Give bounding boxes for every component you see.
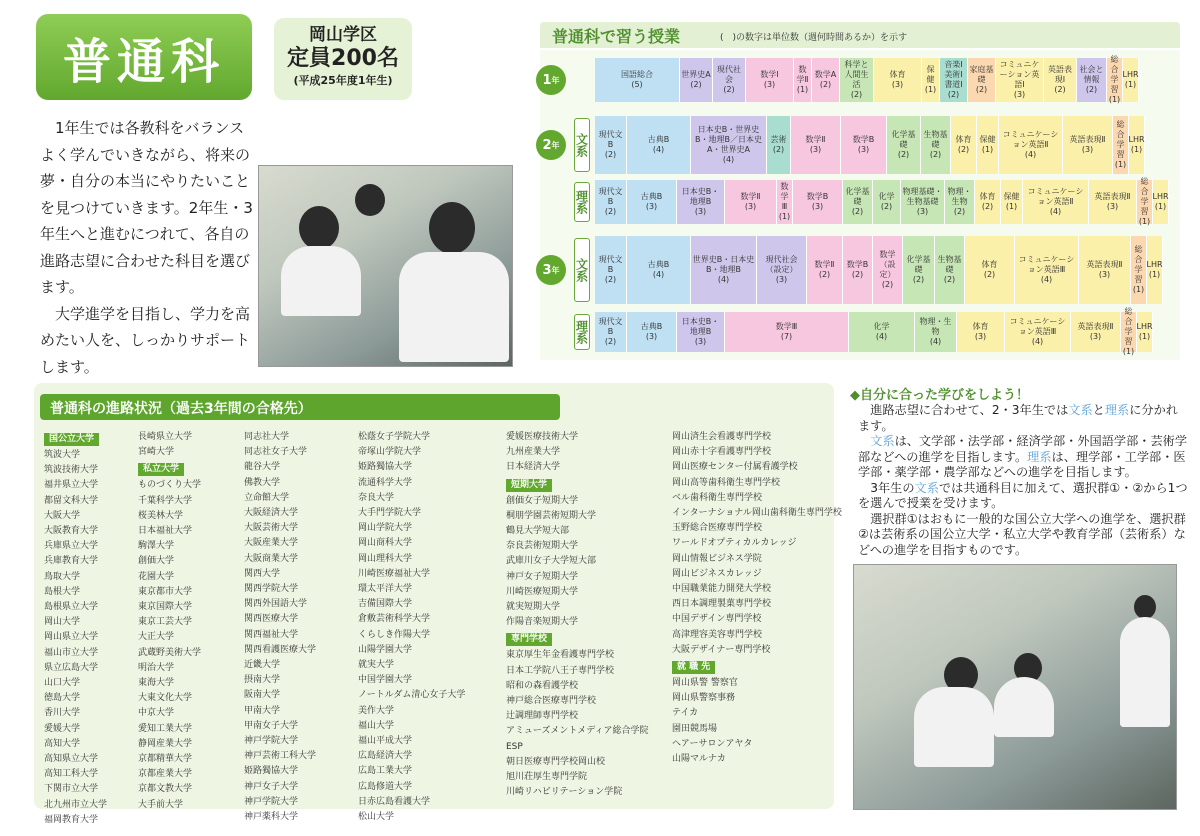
- school-name: 昭和の森看護学校: [506, 680, 579, 691]
- subject-cell: 総合学習 (1): [1113, 116, 1129, 174]
- school-name: 神戸学院大学: [244, 736, 299, 747]
- school-name: テイカ: [672, 708, 699, 719]
- subject-cell: 保健 (1): [1001, 180, 1023, 224]
- school-name: 岡山医療センター付属看護学校: [672, 462, 798, 473]
- subject-cell: 生物基礎 (2): [935, 236, 965, 304]
- subject-cell: 家庭基礎 (2): [968, 58, 996, 102]
- school-name: 岡山県警 警察官: [672, 678, 738, 689]
- school-name: 園田競馬場: [672, 723, 718, 734]
- grade-badge: 1 年: [536, 65, 566, 95]
- school-name: 関西大学: [244, 568, 281, 579]
- results-column: [44, 430, 107, 828]
- subject-cell: 数学Ⅱ (3): [725, 180, 777, 224]
- school-name: 朝日医療専門学校岡山校: [506, 756, 606, 767]
- school-name: 奈良大学: [358, 492, 395, 503]
- subject-cell: コミュニケーション英語Ⅱ (4): [1023, 180, 1089, 224]
- school-name: 環太平洋大学: [358, 584, 413, 595]
- school-name: ワールドオプティカルカレッジ: [672, 538, 797, 549]
- subject-cell: 総合学習 (1): [1131, 236, 1147, 304]
- school-name: 創価女子短期大学: [506, 495, 579, 506]
- school-name: 倉敷芸術科学大学: [358, 614, 431, 625]
- school-name: 岡山大学: [44, 617, 81, 628]
- school-name: 愛媛医療技術大学: [506, 432, 579, 442]
- school-name: 桜美林大学: [138, 510, 184, 521]
- school-name: 高知大学: [44, 738, 81, 749]
- school-name: 同志社女子大学: [244, 447, 308, 458]
- track-label: 文系: [574, 238, 590, 302]
- school-name: 日本福祉大学: [138, 526, 193, 537]
- school-name: 九州産業大学: [506, 447, 561, 458]
- subject-cell: コミュニケーション英語Ⅲ (4): [1005, 312, 1071, 352]
- school-name: 福山大学: [358, 720, 395, 731]
- school-name: 玉野総合医療専門学校: [672, 523, 763, 534]
- school-name: 静岡産業大学: [138, 738, 193, 749]
- subject-cell: 数学B (3): [793, 180, 843, 224]
- results-column: [672, 430, 842, 767]
- schedule-note: ( )の数字は単位数（週何時間あるか）を示す: [720, 33, 908, 43]
- school-name: 徳島大学: [44, 693, 81, 704]
- choose-paragraph-2: 文系は、文学部・法学部・経済学部・外国語学部・芸術学部などへの進学を目指します。理系は、理学部・工学部・医学部・薬学部・農学部などへの進学を目指します。: [858, 434, 1188, 479]
- school-name: 神戸女子大学: [244, 781, 299, 792]
- school-name: 川崎医療短期大学: [506, 586, 579, 597]
- school-name: 明治大学: [138, 662, 175, 673]
- school-name: 立命館大学: [244, 492, 290, 503]
- subject-cell: 数学A (2): [812, 58, 840, 102]
- school-name: 西日本調理製菓専門学校: [672, 599, 772, 610]
- school-name: 大手門学院大学: [358, 508, 422, 519]
- school-name: 高津理容美容専門学校: [672, 629, 763, 640]
- subject-cell: 化学 (4): [849, 312, 915, 352]
- school-name: 愛媛大学: [44, 723, 81, 734]
- school-name: 広島経済大学: [358, 751, 413, 762]
- subject-cell: 現代文B (2): [595, 180, 627, 224]
- school-name: 日本工学院八王子専門学校: [506, 665, 615, 676]
- subject-cell: 日本史B・世界史B・地理B／日本史A・世界史A (4): [691, 116, 767, 174]
- subject-cell: 現代社会 (2): [713, 58, 746, 102]
- school-name: 京都文教大学: [138, 784, 193, 795]
- subject-cell: 数学B (3): [841, 116, 887, 174]
- category-label: 専門学校: [506, 633, 552, 646]
- subject-cell: 体育 (2): [975, 180, 1001, 224]
- subject-cell: 数学B (2): [843, 236, 873, 304]
- school-name: 流通科学大学: [358, 477, 413, 488]
- school-name: 島根大学: [44, 586, 81, 597]
- school-name: 広島工業大学: [358, 766, 413, 777]
- school-name: 奈良芸術短期大学: [506, 541, 579, 552]
- category-label: 国公立大学: [44, 433, 99, 446]
- school-name: 関西医療大学: [244, 614, 299, 625]
- school-name: 駒澤大学: [138, 541, 175, 552]
- results-column: [506, 430, 649, 800]
- intro-paragraph-2: 大学進学を目指し、学力を高めたい人を、しっかりサポートします。: [40, 304, 251, 376]
- subject-cell: 古典B (3): [627, 180, 677, 224]
- school-name: 北九州市立大学: [44, 799, 108, 810]
- subject-cell: 数学Ⅲ (7): [725, 312, 849, 352]
- subject-cell: 体育 (2): [965, 236, 1015, 304]
- school-name: 筑波技術大学: [44, 465, 99, 476]
- school-name: 山陽マルナカ: [672, 754, 726, 765]
- school-name: アミューズメントメディア総合学院: [506, 726, 649, 737]
- subject-cell: 現代文B (2): [595, 116, 627, 174]
- subject-cell: 物理・生物 (2): [945, 180, 975, 224]
- subject-cell: LHR (1): [1137, 312, 1153, 352]
- schedule-title: 普通科で習う授業: [552, 27, 681, 46]
- school-name: 愛知工業大学: [138, 723, 193, 734]
- school-name: 岡山情報ビジネス学院: [672, 553, 762, 564]
- school-name: 吉備国際大学: [358, 599, 413, 610]
- school-name: 東京都市大学: [138, 586, 193, 597]
- choose-paragraph-1: 進路志望に合わせて、2・3年生では文系と理系に分かれます。: [858, 403, 1178, 433]
- school-name: 中国学園大学: [358, 675, 413, 686]
- capacity-quota: 定員200名: [287, 46, 399, 71]
- school-name: 岡山商科大学: [358, 538, 413, 549]
- school-name: 長崎県立大学: [138, 432, 193, 442]
- subject-cell: コミュニケーション英語Ⅰ (3): [996, 58, 1044, 102]
- school-name: 大阪商業大学: [244, 553, 299, 564]
- school-name: 龍谷大学: [244, 462, 281, 473]
- subject-cell: LHR (1): [1129, 116, 1145, 174]
- school-name: 武庫川女子大学短大部: [506, 556, 597, 567]
- school-name: 作陽音楽短期大学: [506, 617, 579, 628]
- subject-cell: 日本史B・地理B (3): [677, 312, 725, 352]
- school-name: 姫路獨協大学: [244, 766, 299, 777]
- subject-cell: 芸術 (2): [767, 116, 791, 174]
- school-name: 京都精華大学: [138, 754, 193, 765]
- school-name: ヘアーサロンアヤタ: [672, 738, 753, 749]
- subject-cell: 現代文B (2): [595, 236, 627, 304]
- page-title: 普通科: [36, 14, 252, 100]
- subject-cell: 数学Ⅱ (2): [807, 236, 843, 304]
- school-name: 川崎リハビリテーション学院: [506, 787, 623, 798]
- track-label: 理系: [574, 314, 590, 350]
- school-name: 下関市立大学: [44, 784, 99, 795]
- school-name: 神戸薬科大学: [244, 812, 299, 823]
- subject-cell: 英語表現Ⅱ (3): [1071, 312, 1121, 352]
- subject-cell: コミュニケーション英語Ⅲ (4): [1015, 236, 1079, 304]
- school-name: 就実大学: [358, 660, 395, 671]
- subject-cell: 古典B (4): [627, 236, 691, 304]
- results-column: [244, 430, 316, 825]
- subject-cell: 英語表現Ⅱ (3): [1089, 180, 1137, 224]
- classroom-photo-teacher: [853, 564, 1177, 810]
- school-name: 福山市立大学: [44, 647, 99, 658]
- school-name: 岡山済生会看護専門学校: [672, 432, 772, 442]
- school-name: 広島修道大学: [358, 781, 413, 792]
- school-name: 中国職業能力開発大学校: [672, 584, 772, 595]
- results-column: [138, 430, 201, 813]
- school-name: 県立広島大学: [44, 662, 99, 673]
- school-name: 近畿大学: [244, 660, 281, 671]
- school-name: 福山平成大学: [358, 736, 413, 747]
- subject-cell: 保健 (1): [977, 116, 999, 174]
- school-name: 就実短期大学: [506, 602, 561, 613]
- school-name: 日赤広島看護大学: [358, 796, 431, 807]
- results-title: 普通科の進路状況（過去3年間の合格先）: [40, 394, 560, 420]
- track-label: 理系: [574, 182, 590, 222]
- subject-cell: 世界史A (2): [680, 58, 713, 102]
- school-name: 川崎医療福祉大学: [358, 568, 431, 579]
- school-name: 大阪デザイナー専門学校: [672, 644, 771, 655]
- school-name: 山陽学園大学: [358, 644, 413, 655]
- school-name: 千葉科学大学: [138, 495, 193, 506]
- school-name: 大手前大学: [138, 799, 184, 810]
- choose-title: ◆自分に合った学びをしよう！: [850, 388, 1029, 403]
- subject-cell: 総合学習 (1): [1121, 312, 1137, 352]
- school-name: 神戸学院大学: [244, 796, 299, 807]
- school-name: 神戸総合医療専門学校: [506, 696, 597, 707]
- subject-cell: 物理基礎・生物基礎 (3): [901, 180, 945, 224]
- school-name: 京都産業大学: [138, 769, 193, 780]
- intro-paragraph-1: 1年生では各教科をバランスよく学んでいきながら、将来の夢・自分の本当にやりたいことを見つけていきます。2年生・3年生へと進むにつれて、各自の進路志望に合わせた科目を選びます。: [40, 119, 253, 296]
- school-name: 関西福祉大学: [244, 629, 299, 640]
- school-name: 高知工科大学: [44, 769, 99, 780]
- school-name: 松山大学: [358, 812, 395, 823]
- subject-cell: 保健 (1): [922, 58, 940, 102]
- school-name: 美作大学: [358, 705, 395, 716]
- school-name: 武蔵野美術大学: [138, 647, 202, 658]
- subject-cell: 世界史B・日本史B・地理B (4): [691, 236, 757, 304]
- subject-cell: 古典B (4): [627, 116, 691, 174]
- school-name: 大阪大学: [44, 510, 81, 521]
- school-name: 都留文科大学: [44, 495, 99, 506]
- subject-cell: 生物基礎 (2): [921, 116, 951, 174]
- category-label: 就 職 先: [672, 661, 715, 674]
- school-name: 大阪産業大学: [244, 538, 299, 549]
- grade-badge: 2 年: [536, 130, 566, 160]
- school-name: 辻調理師専門学校: [506, 711, 579, 722]
- school-name: 東京国際大学: [138, 602, 193, 613]
- choose-paragraph-3: 3年生の文系では共通科目に加えて、選択群①・②から1つを選んで授業を受けます。: [858, 480, 1188, 510]
- school-name: 関西看護医療大学: [244, 644, 317, 655]
- school-name: 福岡教育大学: [44, 814, 99, 825]
- subject-cell: 英語表現Ⅱ (3): [1063, 116, 1113, 174]
- school-name: ノートルダム清心女子大学: [358, 690, 466, 701]
- school-name: 島根県立大学: [44, 602, 99, 613]
- subject-cell: 総合学習 (1): [1137, 180, 1153, 224]
- schedule-table: [540, 50, 1180, 360]
- subject-cell: 数学Ⅰ (3): [746, 58, 794, 102]
- subject-cell: 数学Ⅲ (1): [777, 180, 793, 224]
- school-name: 鶴見大学短大部: [506, 526, 570, 537]
- school-name: ものづくり大学: [138, 480, 202, 491]
- subject-cell: LHR (1): [1123, 58, 1139, 102]
- subject-cell: 総合学習 (1): [1107, 58, 1123, 102]
- subject-cell: 化学基礎 (2): [843, 180, 873, 224]
- choose-body: [858, 403, 1188, 558]
- school-name: 岡山県立大学: [44, 632, 99, 643]
- school-name: 東京工芸大学: [138, 617, 193, 628]
- subject-cell: 化学基礎 (2): [903, 236, 935, 304]
- school-name: 旭川荘厚生専門学院: [506, 772, 588, 783]
- intro-text: [40, 115, 258, 380]
- subject-cell: LHR (1): [1153, 180, 1169, 224]
- school-name: 阪南大学: [244, 690, 281, 701]
- school-name: ESP: [506, 741, 523, 752]
- school-name: 帝塚山学院大学: [358, 447, 422, 458]
- school-name: 山口大学: [44, 678, 81, 689]
- subject-cell: 英語表現Ⅰ (2): [1044, 58, 1077, 102]
- subject-cell: 社会と情報 (2): [1077, 58, 1107, 102]
- subject-cell: 英語表現Ⅱ (3): [1079, 236, 1131, 304]
- school-name: 関西学院大学: [244, 584, 299, 595]
- school-name: インターナショナル岡山歯科衛生専門学校: [672, 508, 842, 519]
- school-name: 摂南大学: [244, 675, 281, 686]
- subject-cell: 現代文B (2): [595, 312, 627, 352]
- school-name: 神戸女子短期大学: [506, 571, 579, 582]
- school-name: 東海大学: [138, 678, 175, 689]
- grade-badge: 3 年: [536, 255, 566, 285]
- subject-cell: 体育 (2): [951, 116, 977, 174]
- school-name: 大正大学: [138, 632, 175, 643]
- school-name: 高知県立大学: [44, 754, 99, 765]
- subject-cell: 科学と人間生活 (2): [840, 58, 874, 102]
- school-name: 甲南大学: [244, 705, 281, 716]
- school-name: 岡山理科大学: [358, 553, 413, 564]
- subject-cell: 数学Ⅱ (1): [794, 58, 812, 102]
- results-column: [358, 430, 465, 825]
- school-name: 岡山高等歯科衛生専門学校: [672, 477, 781, 488]
- subject-cell: 国語総合 (5): [595, 58, 680, 102]
- school-name: 兵庫教育大学: [44, 556, 99, 567]
- subject-cell: 数学（設定） (2): [873, 236, 903, 304]
- school-name: 大阪芸術大学: [244, 523, 299, 534]
- subject-cell: 日本史B・地理B (3): [677, 180, 725, 224]
- school-name: 創価大学: [138, 556, 175, 567]
- school-name: 関西外国語大学: [244, 599, 308, 610]
- school-name: 大阪教育大学: [44, 526, 99, 537]
- school-name: ベル歯科衛生専門学校: [672, 492, 763, 503]
- subject-cell: 体育 (3): [957, 312, 1005, 352]
- school-name: 鳥取大学: [44, 571, 81, 582]
- school-name: 大阪経済大学: [244, 508, 299, 519]
- school-name: 甲南女子大学: [244, 720, 299, 731]
- capacity-year: (平成25年度1年生): [293, 74, 393, 87]
- school-name: 中国デザイン専門学校: [672, 614, 762, 625]
- subject-cell: 数学Ⅱ (3): [791, 116, 841, 174]
- subject-cell: コミュニケーション英語Ⅱ (4): [999, 116, 1063, 174]
- school-name: 花園大学: [138, 571, 175, 582]
- capacity-area: 岡山学区: [309, 25, 377, 45]
- school-name: 松蔭女子学院大学: [358, 432, 431, 442]
- track-label: 文系: [574, 118, 590, 172]
- school-name: 大東文化大学: [138, 693, 193, 704]
- school-name: 神戸芸術工科大学: [244, 751, 317, 762]
- subject-cell: 現代社会（設定） (3): [757, 236, 807, 304]
- school-name: くらしき作陽大学: [358, 629, 431, 640]
- category-label: 短期大学: [506, 479, 552, 492]
- subject-cell: 物理・生物 (4): [915, 312, 957, 352]
- classroom-photo-students: [258, 165, 513, 367]
- school-name: 香川大学: [44, 708, 81, 719]
- school-name: 岡山県警察事務: [672, 693, 736, 704]
- school-name: 中京大学: [138, 708, 175, 719]
- subject-cell: LHR (1): [1147, 236, 1163, 304]
- subject-cell: 音楽Ⅰ美術Ⅰ書道Ⅰ (2): [940, 58, 968, 102]
- subject-cell: 体育 (3): [874, 58, 922, 102]
- school-name: 宮崎大学: [138, 447, 175, 458]
- category-label: 私立大学: [138, 463, 184, 476]
- school-name: 佛教大学: [244, 477, 281, 488]
- school-name: 桐朋学園芸術短期大学: [506, 510, 597, 521]
- subject-cell: 化学基礎 (2): [887, 116, 921, 174]
- school-name: 東京厚生年金看護専門学校: [506, 650, 615, 661]
- school-name: 岡山赤十字看護専門学校: [672, 447, 772, 458]
- school-name: 筑波大学: [44, 450, 81, 460]
- school-name: 福井県立大学: [44, 480, 99, 491]
- school-name: 日本経済大学: [506, 462, 561, 473]
- school-name: 兵庫県立大学: [44, 541, 99, 552]
- subject-cell: 古典B (3): [627, 312, 677, 352]
- school-name: 岡山学院大学: [358, 523, 413, 534]
- choose-paragraph-4: 選択群①はおもに一般的な国公立大学への進学を、選択群②は芸術系の国公立大学・私立大学や教育学部（芸術系）などへの進学を目指すものです。: [858, 511, 1186, 557]
- school-name: 岡山ビジネスカレッジ: [672, 568, 762, 579]
- subject-cell: 化学 (2): [873, 180, 901, 224]
- school-name: 姫路獨協大学: [358, 462, 413, 473]
- capacity-box: [274, 18, 412, 100]
- school-name: 同志社大学: [244, 432, 290, 442]
